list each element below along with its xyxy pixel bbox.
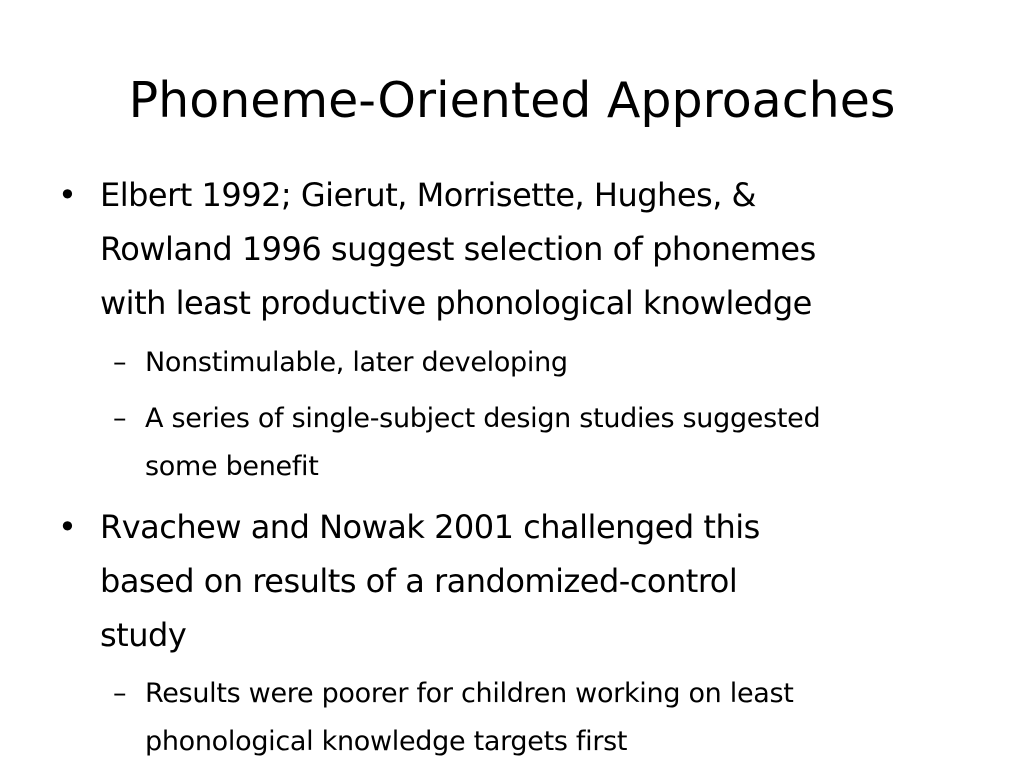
bullet-text-line: with least productive phonological knowledge: [100, 284, 812, 322]
dash-marker: –: [113, 403, 127, 434]
sub-bullet-text-line: A series of single-subject design studies suggested: [145, 403, 821, 434]
sub-bullet-text-line: Nonstimulable, later developing: [145, 347, 568, 378]
bullet-marker: •: [58, 508, 77, 546]
sub-bullet-item: [113, 339, 1005, 387]
sub-bullet-text-line: phonological knowledge targets first: [145, 726, 628, 757]
dash-marker: –: [113, 678, 127, 709]
bullet-marker: •: [58, 176, 77, 214]
bullet-item: [58, 500, 1000, 662]
bullet-text-line: Rowland 1996 suggest selection of phonemes: [100, 230, 816, 268]
bullet-text-line: Rvachew and Nowak 2001 challenged this: [100, 508, 760, 546]
bullet-item: [58, 168, 1000, 330]
bullet-text-line: Elbert 1992; Gierut, Morrisette, Hughes, &: [100, 176, 756, 214]
sub-bullet-item: [113, 670, 1005, 766]
sub-bullet-item: [113, 395, 1005, 491]
bullet-text-line: based on results of a randomized-control: [100, 562, 738, 600]
sub-bullet-text-line: some benefit: [145, 451, 319, 482]
dash-marker: –: [113, 347, 127, 378]
sub-bullet-text-line: Results were poorer for children working on least: [145, 678, 794, 709]
bullet-text-line: study: [100, 616, 187, 654]
slide-title: Phoneme-Oriented Approaches: [128, 72, 896, 129]
